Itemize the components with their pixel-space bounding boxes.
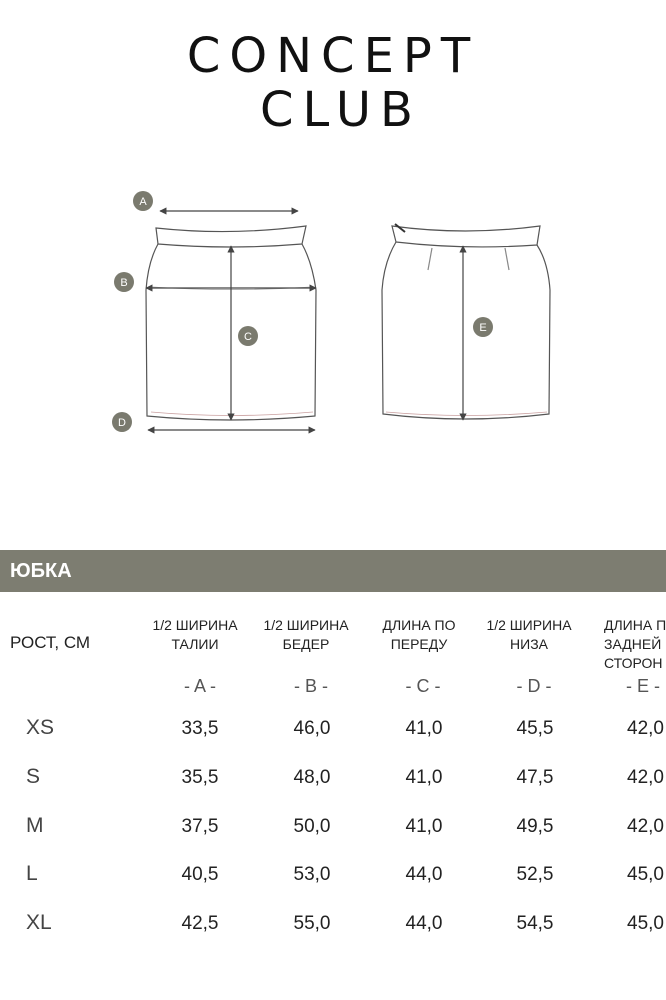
svg-text:B: B (120, 277, 128, 289)
size-label: XS (26, 716, 55, 739)
table-cell: 46,0 (293, 718, 331, 739)
column-letter-d: - D - (516, 676, 552, 696)
table-cell: 35,5 (181, 767, 219, 788)
table-cell: 41,0 (405, 718, 443, 739)
badge-c (238, 326, 258, 346)
column-header-a: 1/2 ШИРИНА ТАЛИИ (152, 617, 238, 652)
table-cell: 40,5 (181, 864, 219, 885)
badge-e (473, 317, 493, 337)
svg-text:E: E (479, 322, 487, 334)
table-cell: 42,5 (181, 913, 219, 934)
svg-text:A: A (139, 196, 147, 208)
skirt-back-outline (382, 224, 550, 419)
table-cell: 47,5 (516, 767, 554, 788)
column-header-c: ДЛИНА ПО ПЕРЕДУ (382, 617, 456, 652)
row-header-label: РОСТ, СМ (10, 633, 91, 652)
size-label: S (26, 765, 41, 788)
table-cell: 50,0 (293, 816, 331, 837)
section-title: ЮБКА (10, 560, 72, 582)
svg-text:C: C (244, 331, 252, 343)
column-letter-a: - A - (183, 676, 216, 696)
table-cell: 45,0 (627, 913, 664, 934)
table-cell: 52,5 (516, 864, 554, 885)
column-letter-b: - B - (294, 676, 328, 696)
size-label: M (26, 814, 44, 837)
size-label: L (26, 862, 38, 885)
table-cell: 54,5 (516, 913, 554, 934)
table-cell: 42,0 (627, 767, 664, 788)
badge-d (112, 412, 132, 432)
table-cell: 33,5 (181, 718, 219, 739)
column-header-b: 1/2 ШИРИНА БЕДЕР (263, 617, 349, 652)
table-cell: 42,0 (627, 718, 664, 739)
column-header-d: 1/2 ШИРИНА НИЗА (486, 617, 572, 652)
table-cell: 37,5 (181, 816, 219, 837)
table-cell: 45,5 (516, 718, 554, 739)
svg-text:D: D (118, 417, 126, 429)
badge-a (133, 191, 153, 211)
section-header-bar (0, 550, 666, 592)
table-cell: 44,0 (405, 913, 443, 934)
column-letter-e: - E - (626, 676, 660, 696)
table-cell: 44,0 (405, 864, 443, 885)
table-cell: 53,0 (293, 864, 331, 885)
brand-logo-line1: CONCEPT (186, 28, 480, 84)
brand-logo-line2: CLUB (260, 82, 422, 138)
skirt-diagram (0, 0, 666, 460)
column-letter-c: - C - (405, 676, 441, 696)
table-cell: 55,0 (293, 913, 331, 934)
table-cell: 48,0 (293, 767, 331, 788)
table-cell: 45,0 (627, 864, 664, 885)
column-header-e: ДЛИНА П ЗАДНЕЙ СТОРОН (604, 617, 666, 671)
badge-b (114, 272, 134, 292)
table-cell: 41,0 (405, 816, 443, 837)
table-cell: 49,5 (516, 816, 554, 837)
table-cell: 41,0 (405, 767, 443, 788)
table-cell: 42,0 (627, 816, 664, 837)
size-label: XL (26, 911, 52, 934)
